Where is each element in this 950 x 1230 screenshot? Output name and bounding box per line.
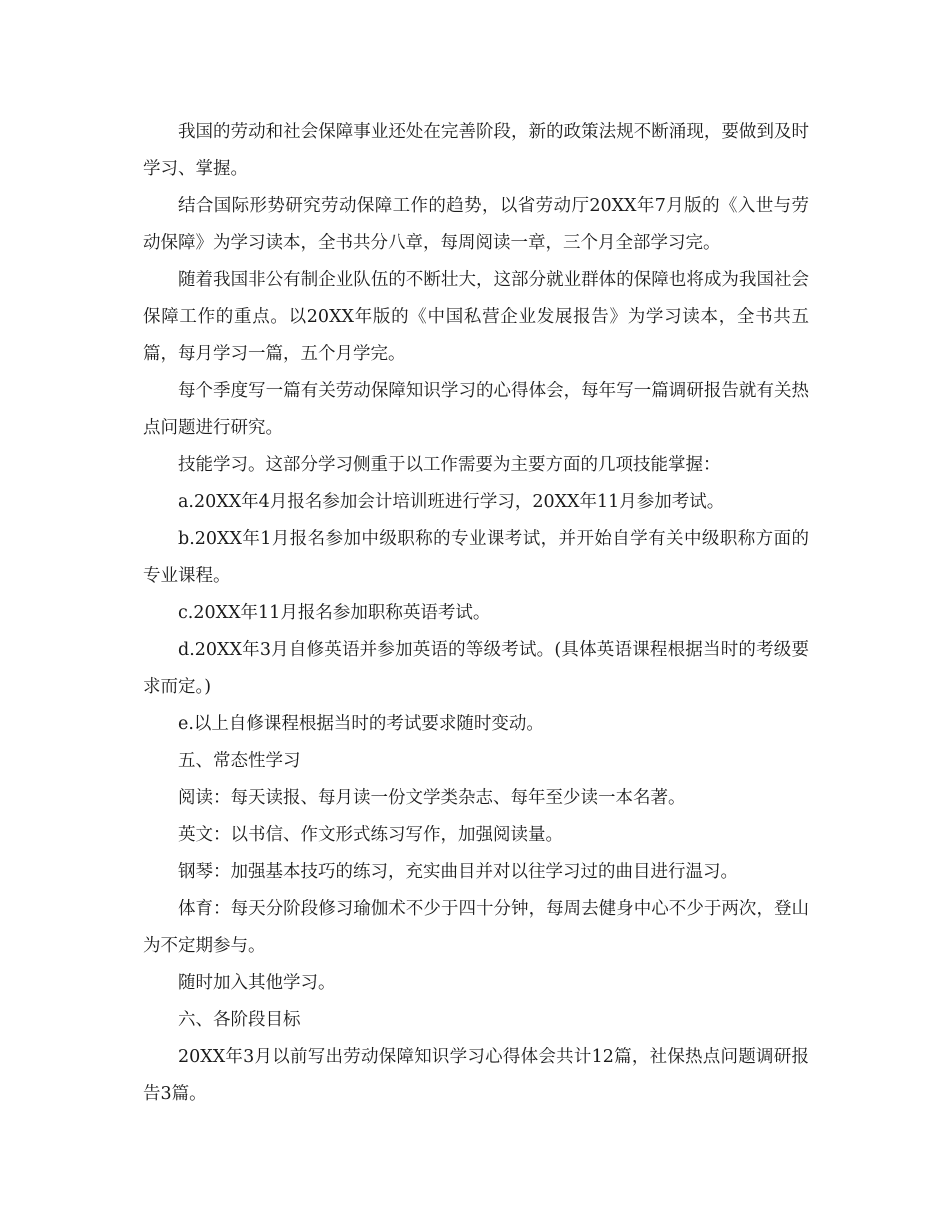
paragraph: 阅读：每天读报、每月读一份文学类杂志、每年至少读一本名著。: [178, 788, 686, 808]
section-heading: 五、常态性学习: [178, 751, 301, 771]
paragraph: 钢琴：加强基本技巧的练习，充实曲目并对以往学习过的曲目进行温习。: [178, 862, 738, 882]
paragraph: 结合国际形势研究劳动保障工作的趋势，以省劳动厅20XX年7月版的《入世与劳动保障》为学习读本，全书共分八章，每周阅读一章，三个月全部学习完。: [143, 196, 809, 253]
paragraph: 20XX年3月以前写出劳动保障知识学习心得体会共计12篇，社保热点问题调研报告3篇。: [143, 1047, 809, 1104]
list-item: b.20XX年1月报名参加中级职称的专业课考试，并开始自学有关中级职称方面的专业课程。: [143, 529, 809, 586]
list-item: a.20XX年4月报名参加会计培训班进行学习，20XX年11月参加考试。: [178, 492, 725, 512]
list-item: e.以上自修课程根据当时的考试要求随时变动。: [178, 714, 544, 734]
section-heading: 六、各阶段目标: [178, 1010, 301, 1030]
document-body: [143, 114, 809, 1113]
list-item: d.20XX年3月自修英语并参加英语的等级考试。(具体英语课程根据当时的考级要求而定。): [143, 640, 809, 697]
list-item: c.20XX年11月报名参加职称英语考试。: [178, 603, 491, 623]
paragraph: 随着我国非公有制企业队伍的不断壮大，这部分就业群体的保障也将成为我国社会保障工作的重点。以20XX年版的《中国私营企业发展报告》为学习读本，全书共五篇，每月学习一篇，五个月学完。: [143, 270, 809, 364]
paragraph: 我国的劳动和社会保障事业还处在完善阶段，新的政策法规不断涌现，要做到及时学习、掌握。: [143, 122, 809, 179]
paragraph: 每个季度写一篇有关劳动保障知识学习的心得体会，每年写一篇调研报告就有关热点问题进行研究。: [143, 381, 809, 438]
paragraph: 体育：每天分阶段修习瑜伽术不少于四十分钟，每周去健身中心不少于两次，登山为不定期参与。: [143, 899, 809, 956]
paragraph: 随时加入其他学习。: [178, 973, 336, 993]
paragraph: 技能学习。这部分学习侧重于以工作需要为主要方面的几项技能掌握：: [178, 455, 721, 475]
paragraph: 英文：以书信、作文形式练习写作，加强阅读量。: [178, 825, 563, 845]
